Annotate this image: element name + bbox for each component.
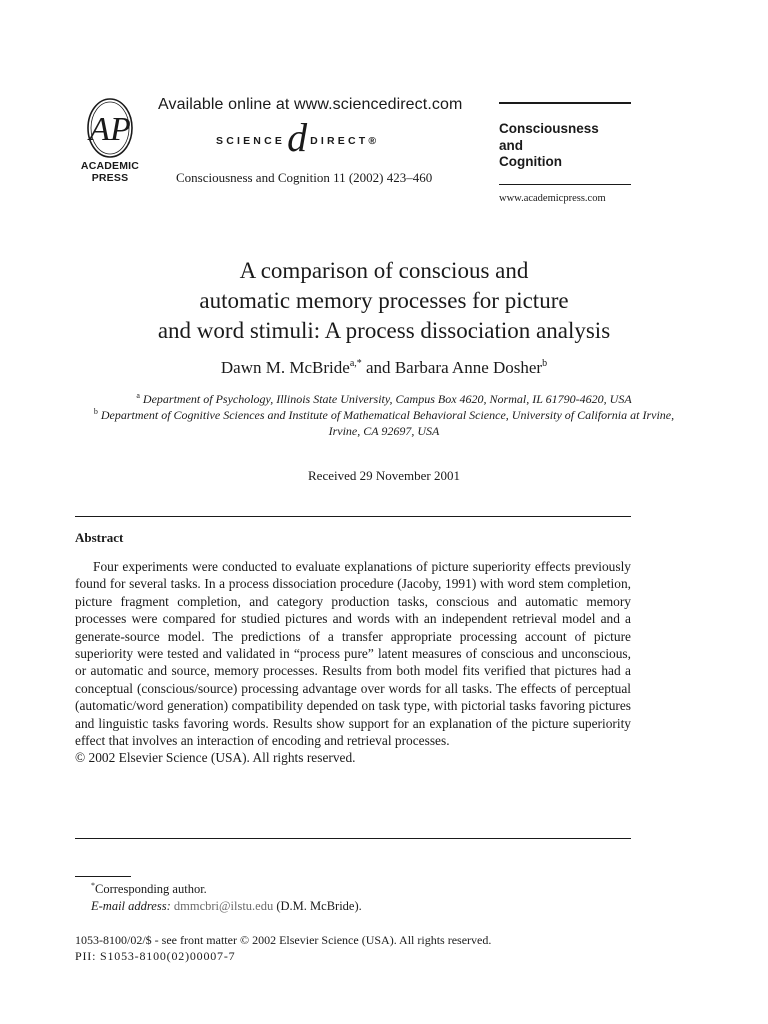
- author-1-marks: a,*: [349, 358, 362, 369]
- pii-line: PII: S1053-8100(02)00007-7: [75, 949, 236, 963]
- article-title: [40, 256, 728, 346]
- abstract-rule-top: [75, 516, 631, 517]
- affiliation-a-text: Department of Psychology, Illinois State University, Campus Box 4620, Normal, IL 61790-4620, USA: [142, 392, 632, 406]
- author-list: [40, 358, 728, 378]
- email-label: E-mail address:: [91, 899, 171, 913]
- affiliation-b-text: Department of Cognitive Sciences and Institute of Mathematical Behavioral Science, University of California at Irvine, Irvine, CA 92697, USA: [100, 408, 675, 438]
- front-matter-line: 1053-8100/02/$ - see front matter © 2002 Elsevier Science (USA). All rights reserved.: [75, 933, 492, 947]
- publisher-line-1: ACADEMIC: [80, 160, 140, 172]
- affiliation-a: [80, 391, 688, 407]
- abstract-body: [75, 558, 631, 767]
- publisher-name: [70, 160, 150, 184]
- abstract-heading: Abstract: [75, 530, 124, 545]
- publisher-logo: [70, 96, 150, 184]
- journal-reference: Consciousness and Cognition 11 (2002) 423–460: [176, 170, 433, 185]
- footnote-rule: [75, 876, 131, 877]
- title-line-1: A comparison of conscious and: [239, 258, 529, 283]
- title-line-3: and word stimuli: A process dissociation analysis: [157, 318, 611, 343]
- email-owner: (D.M. McBride).: [273, 899, 362, 913]
- header-rule-bottom: [499, 184, 631, 185]
- science-direct-left: SCIENCE: [216, 135, 286, 147]
- science-direct-mark: d: [287, 115, 308, 160]
- journal-title-line-2: and: [499, 137, 524, 153]
- author-2-name: Barbara Anne Dosher: [394, 358, 543, 377]
- footnote-mark: *: [91, 881, 95, 890]
- affiliation-b-mark: b: [93, 407, 98, 416]
- science-direct-right: DIRECT®: [310, 135, 380, 147]
- corresponding-author-note: [75, 881, 362, 898]
- affiliations: [80, 391, 688, 439]
- bottom-matter: [75, 932, 491, 964]
- science-direct-logo: [216, 115, 380, 160]
- publisher-line-2: PRESS: [91, 172, 129, 184]
- available-online-banner: Available online at www.sciencedirect.com: [158, 96, 463, 113]
- corresponding-author-text: Corresponding author.: [95, 882, 207, 896]
- journal-title: [499, 121, 599, 171]
- journal-title-line-3: Cognition: [499, 154, 562, 169]
- footnote: [75, 881, 362, 915]
- email-link[interactable]: dmmcbri@ilstu.edu: [173, 899, 274, 913]
- abstract-text: Four experiments were conducted to evaluate explanations of picture superiority effects previously found for several tasks. In a process dissociation procedure (Jacoby, 1991) with word stem completion, picture fragment completion, and category production tasks, conscious and automatic memory processes were compared for studied pictures and words with an independent retrieval model and a generate-source model. The predictions of a transfer appropriate processing account of picture superiority were tested and validated in “process pure” latent measures of conscious and unconscious, or automatic and source, memory processes. Results from both model fits verified that pictures had a conceptual (conscious/source) processing advantage over words for all tasks. The effects of perceptual (automatic/word generation) compatibility depended on task type, with pictorial tasks favoring pictures and linguistic tasks favoring words. Results show support for an explanation of the picture superiority effect that involves an interaction of encoding and retrieval processes.: [75, 559, 631, 749]
- author-conjunction: and: [361, 358, 395, 377]
- academic-press-logo-icon: [78, 96, 142, 160]
- author-2-marks: b: [542, 358, 548, 369]
- affiliation-b: [80, 407, 688, 439]
- journal-title-line-1: Consciousness: [499, 121, 599, 136]
- title-line-2: automatic memory processes for picture: [199, 288, 569, 313]
- abstract-rule-bottom: [75, 838, 631, 839]
- author-1-name: Dawn M. McBride: [220, 358, 350, 377]
- affiliation-a-mark: a: [136, 391, 140, 400]
- logo-monogram: AP: [89, 111, 131, 148]
- journal-url[interactable]: www.academicpress.com: [499, 193, 606, 204]
- received-date: Received 29 November 2001: [308, 468, 460, 483]
- abstract-copyright: © 2002 Elsevier Science (USA). All rights reserved.: [75, 750, 356, 766]
- header-rule-top: [499, 102, 631, 104]
- email-line: [75, 898, 362, 915]
